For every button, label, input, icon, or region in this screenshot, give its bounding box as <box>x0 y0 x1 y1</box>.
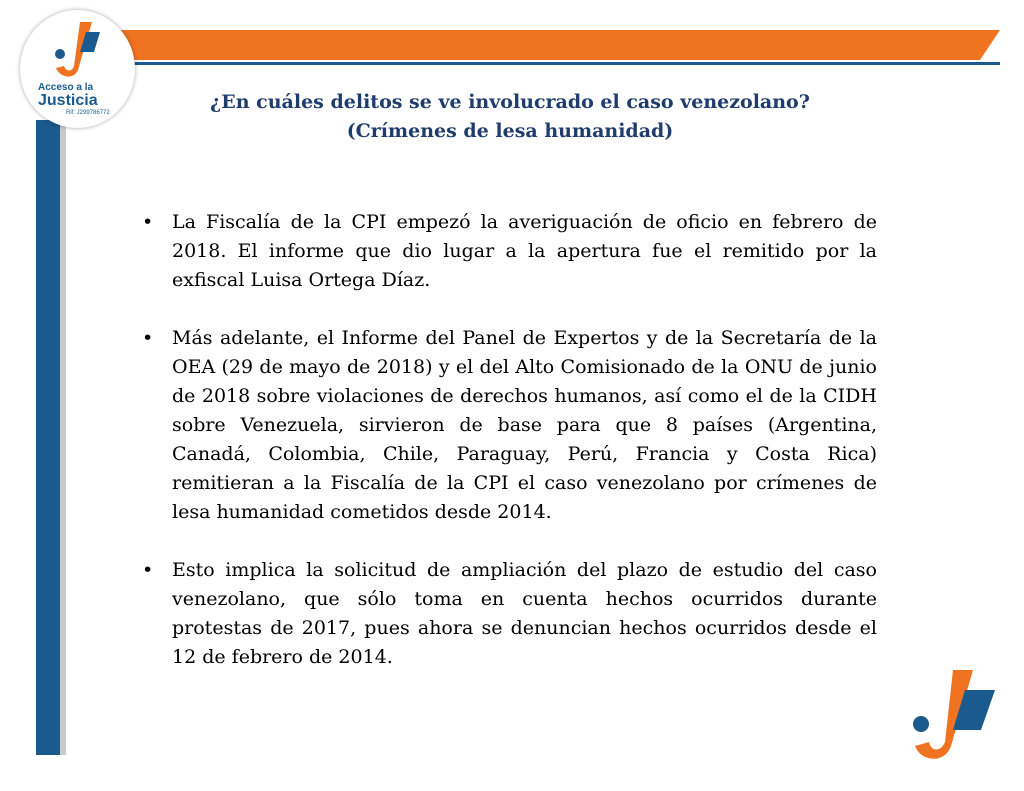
logo-rif: Rif: J299786772 <box>66 110 110 116</box>
slide-title <box>140 88 880 146</box>
logo-mark-bottom-icon <box>905 668 1005 768</box>
logo-text-line2: Justicia <box>38 92 98 109</box>
logo-text-line1: Acceso a la <box>38 82 94 93</box>
bullet-item: • Más adelante, el Informe del Panel de Expertos y de la Secretaría de la OEA (29 de mayo de 2018) y el del Alto Comisionado de la ONU de junio de 2018 sobre violaciones de derechos humanos, así como el de la CIDH sobre Venezuela, sirvieron de base para que 8 países (Argentina, Canadá, Colombia, Chile, Paraguay, Perú, Francia y Costa Rica) remitieran a la Fiscalía de la CPI el caso venezolano por crímenes de lesa humanidad cometidos desde 2014. <box>142 324 877 527</box>
title-line2: (Crímenes de lesa humanidad) <box>346 120 674 142</box>
bullet-item: • La Fiscalía de la CPI empezó la averiguación de oficio en febrero de 2018. El informe que dio lugar a la apertura fue el remitido por la exfiscal Luisa Ortega Díaz. <box>142 208 877 295</box>
side-gray-bar <box>60 120 66 755</box>
bullet-list <box>142 208 877 701</box>
header-blue-line <box>130 62 1000 65</box>
bullet-item: • Esto implica la solicitud de ampliación del plazo de estudio del caso venezolano, que sólo toma en cuenta hechos ocurridos durante protestas de 2017, pues ahora se denuncian hechos ocurridos desde el 12 de febrero de 2014. <box>142 556 877 672</box>
acceso-justicia-logo <box>20 10 135 128</box>
header-orange-bar <box>100 30 980 60</box>
logo-mark-icon <box>50 20 105 80</box>
title-line1: ¿En cuáles delitos se ve involucrado el caso venezolano? <box>210 91 810 113</box>
side-blue-bar <box>36 120 60 755</box>
